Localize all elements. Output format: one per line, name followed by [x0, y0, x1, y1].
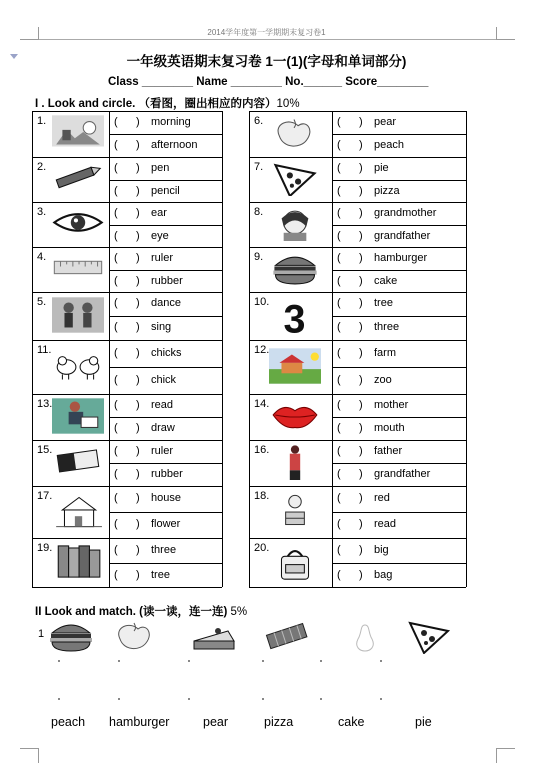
drawing-boy-icon	[52, 398, 104, 439]
table-vline	[222, 111, 223, 587]
table-hline	[109, 463, 222, 464]
table-hline	[332, 512, 466, 513]
answer-option[interactable]: big	[374, 544, 389, 556]
look-and-circle-table	[32, 111, 466, 587]
answer-option[interactable]: pen	[151, 162, 170, 174]
header-rule	[38, 39, 496, 40]
dance-icon	[52, 296, 104, 339]
answer-option[interactable]: cake	[374, 275, 398, 287]
answer-paren[interactable]: ( )	[114, 445, 140, 457]
section1-heading: I . Look and circle. （看图，圈出相应的内容）	[35, 98, 277, 110]
table-hline	[249, 247, 466, 248]
table-hline	[249, 157, 466, 158]
item-number: 17.	[37, 490, 53, 502]
match-word: hamburger	[109, 715, 170, 729]
answer-paren[interactable]: ( )	[337, 139, 363, 151]
answer-option[interactable]: morning	[151, 116, 191, 128]
table-hline	[332, 417, 466, 418]
answer-paren[interactable]: ( )	[337, 492, 363, 504]
grandmother-icon	[269, 206, 321, 246]
match-dot[interactable]	[58, 660, 60, 662]
sunrise-landscape-icon	[52, 115, 104, 156]
answer-option[interactable]: mouth	[374, 422, 405, 434]
answer-paren[interactable]: ( )	[114, 399, 140, 411]
item-number: 18.	[254, 490, 270, 502]
answer-option[interactable]: eye	[151, 230, 169, 242]
answer-paren[interactable]: ( )	[337, 569, 363, 581]
answer-paren[interactable]: ( )	[114, 252, 140, 264]
answer-paren[interactable]: ( )	[114, 347, 140, 359]
answer-paren[interactable]: ( )	[337, 252, 363, 264]
item-number: 19.	[37, 542, 53, 554]
match-word: pie	[415, 715, 432, 729]
match-word: cake	[338, 715, 365, 729]
farm-icon	[269, 344, 321, 393]
answer-paren[interactable]: ( )	[337, 518, 363, 530]
answer-paren[interactable]: ( )	[337, 162, 363, 174]
item-number: 8.	[254, 206, 264, 218]
crop-mark	[20, 27, 39, 40]
answer-option[interactable]: sing	[151, 321, 172, 333]
item-number: 16.	[254, 444, 270, 456]
table-hline	[109, 563, 222, 564]
match-dot[interactable]	[380, 660, 382, 662]
answer-paren[interactable]: ( )	[337, 207, 363, 219]
answer-paren[interactable]: ( )	[114, 422, 140, 434]
answer-option[interactable]: flower	[151, 518, 181, 530]
answer-paren[interactable]: ( )	[114, 518, 140, 530]
table-hline	[32, 340, 222, 341]
table-hline	[249, 202, 466, 203]
table-hline	[109, 180, 222, 181]
match-dot[interactable]	[320, 660, 322, 662]
answer-option[interactable]: chick	[151, 374, 177, 386]
answer-option[interactable]: pear	[374, 116, 397, 128]
chicks-icon	[52, 344, 104, 393]
pizza-icon	[269, 161, 321, 201]
answer-option[interactable]: pizza	[374, 185, 400, 197]
match-word: pear	[203, 715, 229, 729]
answer-option[interactable]: tree	[151, 569, 170, 581]
books-icon	[52, 542, 104, 586]
item-number: 20.	[254, 542, 270, 554]
item-number: 14.	[254, 398, 270, 410]
answer-paren[interactable]: ( )	[337, 468, 363, 480]
answer-option[interactable]: house	[151, 492, 181, 504]
answer-option[interactable]: tree	[374, 297, 393, 309]
table-hline	[332, 180, 466, 181]
match-item-number: 1	[38, 628, 45, 640]
answer-paren[interactable]: ( )	[114, 162, 140, 174]
item-number: 9.	[254, 251, 264, 263]
answer-paren[interactable]: ( )	[114, 207, 140, 219]
item-number: 7.	[254, 161, 264, 173]
answer-option[interactable]: pencil	[151, 185, 180, 197]
answer-option[interactable]: read	[374, 518, 397, 530]
answer-option[interactable]: three	[374, 321, 400, 333]
answer-paren[interactable]: ( )	[337, 297, 363, 309]
hamburger-icon	[269, 251, 321, 291]
answer-option[interactable]: zoo	[374, 374, 392, 386]
table-hline	[332, 134, 466, 135]
answer-option[interactable]: ruler	[151, 445, 174, 457]
section2-heading: II Look and match. (读一读，连一连)	[35, 606, 228, 618]
answer-option[interactable]: afternoon	[151, 139, 198, 151]
crop-mark	[496, 748, 515, 763]
chocolate-icon	[262, 618, 312, 659]
answer-option[interactable]: chicks	[151, 347, 182, 359]
item-number: 6.	[254, 115, 264, 127]
table-hline	[249, 538, 466, 539]
answer-paren[interactable]: ( )	[114, 297, 140, 309]
match-dot[interactable]	[380, 698, 382, 700]
match-word: peach	[51, 715, 86, 729]
section2-title	[35, 603, 247, 619]
table-hline	[32, 247, 222, 248]
item-number: 3.	[37, 206, 47, 218]
match-word: pizza	[264, 715, 294, 729]
answer-option[interactable]: bag	[374, 569, 393, 581]
answer-paren[interactable]: ( )	[114, 116, 140, 128]
match-dot[interactable]	[188, 698, 190, 700]
answer-paren[interactable]: ( )	[114, 275, 140, 287]
answer-paren[interactable]: ( )	[337, 275, 363, 287]
table-hline	[332, 225, 466, 226]
item-number: 5.	[37, 296, 47, 308]
answer-paren[interactable]: ( )	[337, 422, 363, 434]
table-hline	[32, 394, 222, 395]
answer-paren[interactable]: ( )	[337, 347, 363, 359]
match-dot[interactable]	[58, 698, 60, 700]
crop-mark	[496, 27, 515, 40]
table-vline	[32, 111, 33, 587]
man-standing-icon	[269, 444, 321, 485]
answer-paren[interactable]: ( )	[114, 544, 140, 556]
hamburger-icon	[46, 618, 96, 659]
table-hline	[32, 111, 222, 112]
match-dot[interactable]	[118, 698, 120, 700]
table-hline	[332, 563, 466, 564]
crop-mark	[20, 748, 39, 763]
item-number: 13.	[37, 398, 53, 410]
table-hline	[32, 292, 222, 293]
table-hline	[332, 270, 466, 271]
table-hline	[249, 292, 466, 293]
answer-paren[interactable]: ( )	[114, 185, 140, 197]
answer-option[interactable]: pie	[374, 162, 389, 174]
answer-paren[interactable]: ( )	[337, 399, 363, 411]
answer-paren[interactable]: ( )	[337, 321, 363, 333]
table-hline	[109, 417, 222, 418]
pear-icon	[340, 618, 390, 659]
student-info-line: Class ________ Name ________ No.______ Score________	[108, 76, 429, 88]
match-dot[interactable]	[118, 660, 120, 662]
answer-option[interactable]: mother	[374, 399, 409, 411]
table-hline	[332, 316, 466, 317]
answer-option[interactable]: farm	[374, 347, 396, 359]
table-hline	[32, 157, 222, 158]
answer-option[interactable]: read	[151, 399, 174, 411]
answer-option[interactable]: grandmother	[374, 207, 437, 219]
answer-option[interactable]: grandfather	[374, 230, 431, 242]
section2-percent: 5%	[230, 606, 248, 618]
table-hline	[32, 486, 222, 487]
lips-icon	[269, 398, 321, 439]
item-number: 12.	[254, 344, 270, 356]
match-dot[interactable]	[262, 660, 264, 662]
table-hline	[249, 587, 466, 588]
cake-icon	[188, 618, 238, 659]
house-icon	[52, 490, 104, 537]
pizza-icon	[404, 618, 454, 659]
table-hline	[332, 463, 466, 464]
answer-paren[interactable]: ( )	[114, 468, 140, 480]
bag-icon	[269, 542, 321, 586]
answer-option[interactable]: grandfather	[374, 468, 431, 480]
answer-option[interactable]: red	[374, 492, 390, 504]
eye-icon	[52, 206, 104, 246]
reading-child-icon	[269, 490, 321, 537]
table-vline	[109, 111, 110, 587]
section1-percent: 10%	[276, 98, 300, 110]
answer-option[interactable]: rubber	[151, 275, 183, 287]
answer-paren[interactable]: ( )	[337, 116, 363, 128]
table-hline	[332, 367, 466, 368]
match-dot[interactable]	[262, 698, 264, 700]
table-vline	[466, 111, 467, 587]
table-hline	[249, 340, 466, 341]
answer-paren[interactable]: ( )	[337, 185, 363, 197]
answer-paren[interactable]: ( )	[337, 374, 363, 386]
table-vline	[249, 111, 250, 587]
answer-paren[interactable]: ( )	[114, 230, 140, 242]
table-hline	[109, 134, 222, 135]
table-hline	[32, 202, 222, 203]
svg-text:3: 3	[283, 297, 306, 334]
answer-paren[interactable]: ( )	[337, 544, 363, 556]
table-hline	[249, 111, 466, 112]
item-number: 11.	[37, 344, 52, 356]
table-hline	[109, 367, 222, 368]
answer-paren[interactable]: ( )	[337, 445, 363, 457]
item-number: 1.	[37, 115, 47, 127]
answer-option[interactable]: father	[374, 445, 403, 457]
table-hline	[109, 512, 222, 513]
eraser-icon	[52, 444, 104, 485]
peach-icon	[110, 618, 160, 659]
table-hline	[32, 587, 222, 588]
ruler-icon	[52, 251, 104, 291]
answer-option[interactable]: draw	[151, 422, 175, 434]
table-hline	[249, 394, 466, 395]
section1-title	[35, 95, 300, 111]
answer-paren[interactable]: ( )	[114, 569, 140, 581]
number-three-icon	[269, 296, 321, 339]
table-hline	[249, 440, 466, 441]
item-number: 4.	[37, 251, 47, 263]
answer-option[interactable]: hamburger	[374, 252, 428, 264]
answer-option[interactable]: ear	[151, 207, 167, 219]
item-number: 2.	[37, 161, 47, 173]
answer-option[interactable]: rubber	[151, 468, 183, 480]
table-hline	[109, 316, 222, 317]
match-dot[interactable]	[188, 660, 190, 662]
answer-paren[interactable]: ( )	[114, 139, 140, 151]
answer-paren[interactable]: ( )	[114, 492, 140, 504]
match-dot[interactable]	[320, 698, 322, 700]
answer-paren[interactable]: ( )	[114, 374, 140, 386]
page-header: 2014学年度第一学期期末复习卷1	[207, 28, 326, 37]
table-hline	[32, 440, 222, 441]
answer-paren[interactable]: ( )	[114, 321, 140, 333]
page-title: 一年级英语期末复习卷 1一(1)(字母和单词部分)	[126, 54, 407, 69]
table-vline	[332, 111, 333, 587]
pencil-icon	[52, 161, 104, 201]
peach-icon	[269, 115, 321, 156]
answer-option[interactable]: dance	[151, 297, 181, 309]
answer-paren[interactable]: ( )	[337, 230, 363, 242]
table-hline	[32, 538, 222, 539]
table-hline	[109, 225, 222, 226]
table-hline	[249, 486, 466, 487]
item-number: 10.	[254, 296, 270, 308]
answer-option[interactable]: peach	[374, 139, 404, 151]
item-number: 15.	[37, 444, 53, 456]
answer-option[interactable]: ruler	[151, 252, 174, 264]
answer-option[interactable]: three	[151, 544, 177, 556]
table-hline	[109, 270, 222, 271]
